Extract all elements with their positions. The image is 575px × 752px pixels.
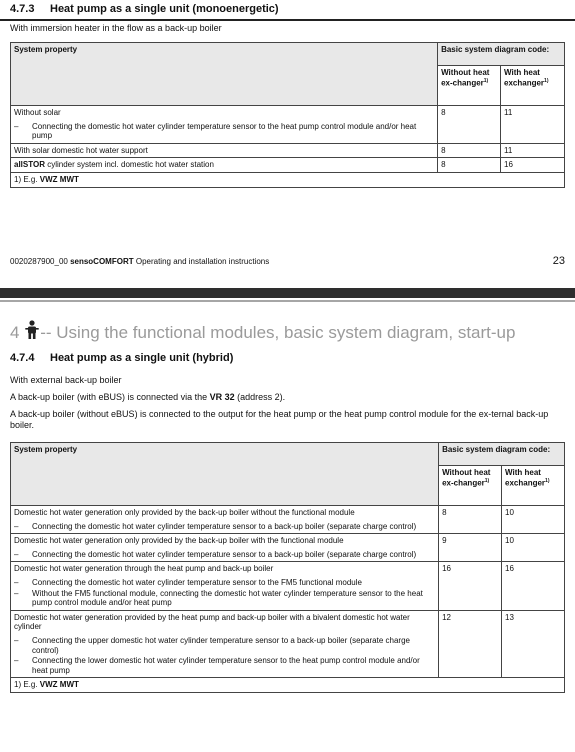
section-heading <box>0 0 575 21</box>
code-without: 8 <box>438 158 501 173</box>
page-footer <box>10 257 565 267</box>
row-label: Domestic hot water generation provided by the heat pump and back-up boiler with a bivalent domestic hot water cylinder <box>14 612 410 632</box>
code-with: 16 <box>501 158 565 173</box>
dash-bullet: – <box>14 588 19 598</box>
brand-name: sensoCOMFORT <box>70 257 134 266</box>
chapter-heading <box>10 320 515 343</box>
row-label: With solar domestic hot water support <box>11 143 438 158</box>
code-without: 8 <box>439 506 502 534</box>
header-without-heat-exchanger: Without heat ex-changer$^{1)}$ <box>439 466 502 506</box>
code-with: 11 <box>501 143 565 158</box>
table-row <box>11 106 565 144</box>
table-row <box>11 534 565 562</box>
table-row <box>11 158 565 173</box>
table-footnote: 1) E.g. VWZ MWT <box>11 678 565 693</box>
document-page-23 <box>0 0 575 288</box>
header-with-heat-exchanger: With heat exchanger$^{1)}$ <box>501 66 565 106</box>
document-type: Operating and installation instructions <box>133 257 270 266</box>
row-label: Domestic hot water generation only provided by the back-up boiler without the functional module <box>14 508 355 517</box>
section-intro: With immersion heater in the flow as a back-up boiler <box>10 23 222 33</box>
paragraph: With external back-up boiler <box>10 375 122 385</box>
header-system-property: System property <box>11 43 438 106</box>
row-sublabel: Connecting the lower domestic hot water cylinder temperature sensor to the heat pump control module and/or heat pump <box>32 656 420 675</box>
page-separator <box>0 288 575 298</box>
code-without: 8 <box>438 106 501 144</box>
dash-bullet: – <box>14 121 19 131</box>
chapter-number: 4 <box>10 323 20 342</box>
row-sublabel: Connecting the upper domestic hot water cylinder temperature sensor to a back-up boiler (separate charge control) <box>32 635 410 655</box>
row-sublabel: Connecting the domestic hot water cylinder temperature sensor to the heat pump control module and/or heat pump <box>32 121 417 141</box>
dash-bullet: – <box>14 549 19 559</box>
dash-bullet: – <box>14 577 19 587</box>
table-footnote: 1) E.g. VWZ MWT <box>11 172 565 187</box>
dash-bullet: – <box>14 656 19 666</box>
row-sublabel: Connecting the domestic hot water cylinder temperature sensor to a back-up boiler (separate charge control) <box>32 549 417 559</box>
section-title: Heat pump as a single unit (monoenergetic) <box>50 3 279 15</box>
row-label: Domestic hot water generation only provided by the back-up boiler with the functional module <box>14 536 344 546</box>
code-with: 10 <box>502 506 565 534</box>
section-heading <box>10 352 233 365</box>
row-sublabel: Connecting the domestic hot water cylinder temperature sensor to a back-up boiler (separate charge control) <box>32 521 417 531</box>
table-row <box>11 143 565 158</box>
table-row <box>11 610 565 678</box>
row-sublabel: Connecting the domestic hot water cylinder temperature sensor to the FM5 functional module <box>32 577 362 587</box>
code-without: 9 <box>439 534 502 562</box>
dash-bullet: – <box>14 635 19 645</box>
system-diagram-table <box>10 442 565 693</box>
section-number: 4.7.4 <box>10 352 35 364</box>
header-diagram-code: Basic system diagram code: <box>439 443 565 466</box>
paragraph: A back-up boiler (with eBUS) is connected via the VR 32 (address 2). <box>10 392 286 402</box>
system-diagram-table <box>10 42 565 188</box>
table-footnote-row <box>11 172 565 187</box>
header-with-heat-exchanger: With heat exchanger$^{1)}$ <box>502 466 565 506</box>
document-page-24 <box>0 300 575 752</box>
table-footnote-row <box>11 678 565 693</box>
row-label: Domestic hot water generation through the heat pump and back-up boiler <box>14 564 274 574</box>
code-without: 16 <box>439 562 502 610</box>
code-with: 13 <box>502 610 565 678</box>
paragraph: A back-up boiler (without eBUS) is connected to the output for the heat pump or the heat pump control module for the ex-ternal back-up boiler. <box>10 409 549 430</box>
row-label: Without solar <box>14 108 61 117</box>
table-row <box>11 506 565 534</box>
dash-bullet: – <box>14 521 19 531</box>
header-diagram-code: Basic system diagram code: <box>438 43 565 66</box>
code-with: 16 <box>502 562 565 610</box>
chapter-title: -- Using the functional modules, basic system diagram, start-up <box>40 323 516 342</box>
code-with: 10 <box>502 534 565 562</box>
table-row <box>11 562 565 610</box>
document-code: 0020287900_00 <box>10 257 71 266</box>
section-number: 4.7.3 <box>10 3 35 15</box>
code-with: 11 <box>501 106 565 144</box>
row-label: allSTOR cylinder system incl. domestic hot water station <box>11 158 438 173</box>
row-sublabel: Without the FM5 functional module, connecting the domestic hot water cylinder temperature sensor to the heat pump control module and/or heat pump <box>32 588 423 608</box>
page-number: 23 <box>552 255 565 267</box>
code-without: 8 <box>438 143 501 158</box>
header-system-property: System property <box>11 443 439 506</box>
code-without: 12 <box>439 610 502 678</box>
header-without-heat-exchanger: Without heat ex-changer$^{1)}$ <box>438 66 501 106</box>
section-title: Heat pump as a single unit (hybrid) <box>50 352 234 364</box>
installer-icon <box>25 320 39 340</box>
